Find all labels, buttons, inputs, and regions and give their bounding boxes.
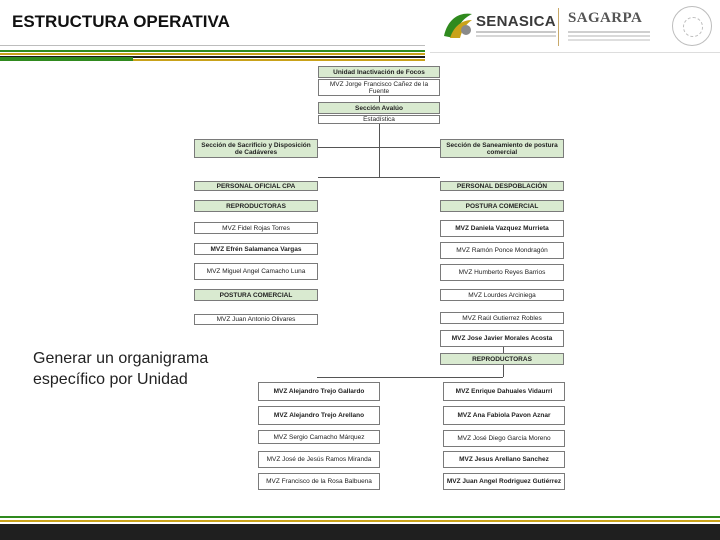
mexico-seal-icon (672, 6, 712, 46)
org-node-personal-despoblacion: PERSONAL DESPOBLACIÓN (440, 181, 564, 191)
org-node-person: MVZ Ramón Ponce Mondragón (440, 242, 564, 259)
org-node-postura-right: POSTURA COMERCIAL (440, 200, 564, 212)
org-node-person: MVZ Daniela Vazquez Murrieta (440, 220, 564, 237)
org-node-reproductoras-bottom: REPRODUCTORAS (440, 353, 564, 365)
page-title: ESTRUCTURA OPERATIVA (12, 12, 230, 31)
org-node-jefe: MVZ Jorge Francisco Cañez de la Fuente (318, 79, 440, 96)
org-node-person: MVZ Francisco de la Rosa Balbuena (258, 473, 380, 490)
org-node-person: MVZ Jose Javier Morales Acosta (440, 330, 564, 347)
org-node-person: MVZ Humberto Reyes Barrios (440, 264, 564, 281)
org-node-person: MVZ Juan Angel Rodriguez Gutiérrez (443, 473, 565, 490)
org-node-person: MVZ Juan Antonio Olivares (194, 314, 318, 325)
org-node-person: MVZ Enrique Dahuales Vidaurri (443, 382, 565, 401)
org-node-saneamiento: Sección de Saneamiento de postura comercial (440, 139, 564, 158)
org-node-person: MVZ Ana Fabiola Pavon Aznar (443, 406, 565, 425)
footer-stripes (0, 510, 720, 540)
org-node-estadistica: Estadística (318, 115, 440, 124)
sagarpa-logo-text: SAGARPA (568, 10, 643, 26)
org-node-unidad: Unidad Inactivación de Focos (318, 66, 440, 78)
org-node-person: MVZ Efrén Salamanca Vargas (194, 243, 318, 255)
senasica-logo-icon (440, 8, 476, 42)
org-node-sacrificio: Sección de Sacrificio y Disposición de Cadáveres (194, 139, 318, 158)
accent-stripe (0, 57, 133, 61)
org-node-postura-left: POSTURA COMERCIAL (194, 289, 318, 301)
org-node-person: MVZ Lourdes Arciniega (440, 289, 564, 301)
senasica-logo-text: SENASICA (476, 13, 556, 30)
org-node-person: MVZ Fidel Rojas Torres (194, 222, 318, 234)
org-node-avaluo: Sección Avalúo (318, 102, 440, 114)
org-node-person: MVZ Jesus Arellano Sanchez (443, 451, 565, 468)
org-node-person: MVZ José de Jesús Ramos Miranda (258, 451, 380, 468)
header-rule (0, 45, 425, 46)
org-node-person: MVZ Raúl Gutierrez Robles (440, 312, 564, 324)
org-node-person: MVZ Sergio Camacho Márquez (258, 430, 380, 444)
logos-panel (430, 0, 720, 53)
org-node-reproductoras-left: REPRODUCTORAS (194, 200, 318, 212)
org-node-person: MVZ Miguel Angel Camacho Luna (194, 263, 318, 280)
instruction-note: Generar un organigrama específico por Unidad (33, 350, 209, 388)
org-node-person: MVZ Alejandro Trejo Arellano (258, 406, 380, 425)
org-node-personal-oficial: PERSONAL OFICIAL CPA (194, 181, 318, 191)
org-node-person: MVZ Alejandro Trejo Gallardo (258, 382, 380, 401)
org-node-person: MVZ José Diego García Moreno (443, 430, 565, 447)
